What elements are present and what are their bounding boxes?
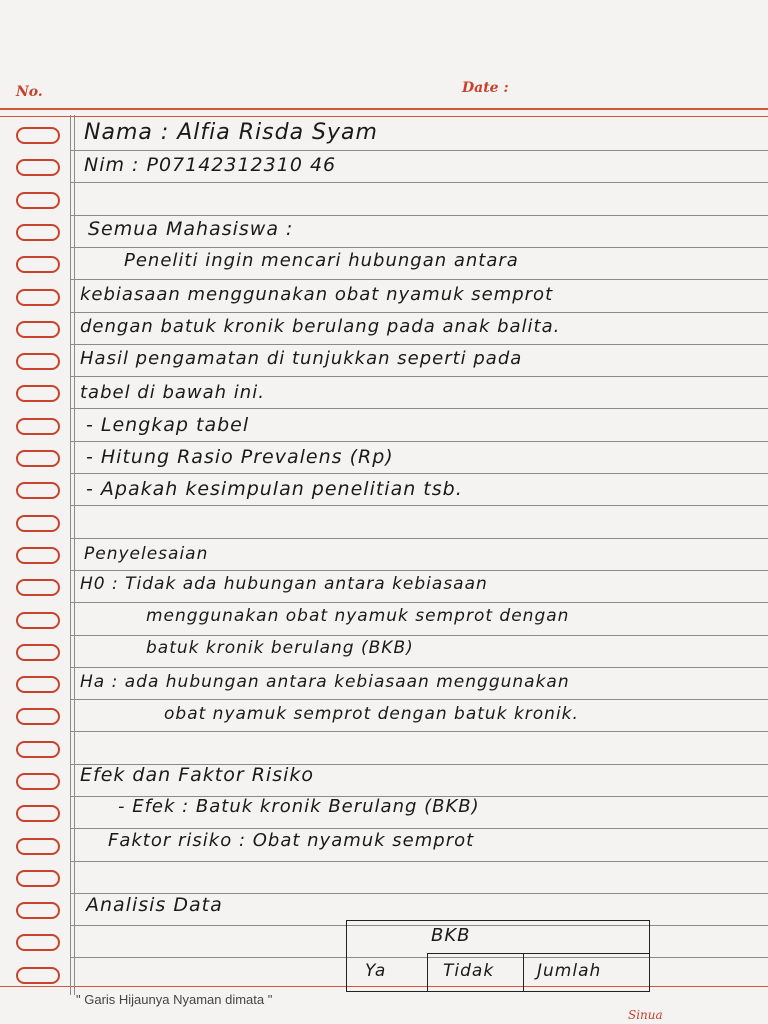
table-col-sep-2 [523,953,524,991]
binder-ring [16,644,60,661]
analysis-heading: Analisis Data [86,894,223,916]
binder-ring [16,256,60,273]
ha-line-2: obat nyamuk semprot dengan batuk kronik. [164,704,579,724]
efek-line: - Efek : Batuk kronik Berulang (BKB) [118,796,480,817]
brand-signature: Sinua [628,1008,663,1022]
binder-ring [16,612,60,629]
ruled-line [70,667,768,668]
ruled-line [70,344,768,345]
ruled-line [70,505,768,506]
no-label: No. [16,84,43,100]
h0-line-3: batuk kronik berulang (BKB) [146,638,414,658]
binder-ring [16,805,60,822]
task-b3: - Apakah kesimpulan penelitian tsb. [86,478,463,500]
binder-ring [16,224,60,241]
binder-ring [16,773,60,790]
binder-ring [16,482,60,499]
binder-ring [16,418,60,435]
ruled-line [70,602,768,603]
ruled-line [70,441,768,442]
table-title: BKB [431,925,471,946]
binder-ring [16,741,60,758]
ruled-line [70,408,768,409]
binder-ring [16,838,60,855]
ruled-line [70,635,768,636]
task-p5: tabel di bawah ini. [80,382,265,403]
binder-ring [16,385,60,402]
table-col-sep-1 [427,953,428,991]
binder-ring [16,708,60,725]
col-jumlah: Jumlah [537,961,602,981]
header-rule [0,108,768,110]
nim-line: Nim : P07142312310 46 [84,154,337,176]
binder-ring [16,127,60,144]
ruled-line [70,247,768,248]
ruled-line [70,731,768,732]
binder-ring [16,159,60,176]
col-tidak: Tidak [443,961,495,981]
task-b1: - Lengkap tabel [86,414,250,436]
binder-ring [16,870,60,887]
footer-tagline: " Garis Hijaunya Nyaman dimata " [76,992,273,1007]
effect-heading: Efek dan Faktor Risiko [80,764,314,786]
task-b2: - Hitung Rasio Prevalens (Rp) [86,446,394,468]
task-heading: Semua Mahasiswa : [88,218,294,240]
ruled-line [70,828,768,829]
binder-ring [16,450,60,467]
ruled-line [70,538,768,539]
task-p4: Hasil pengamatan di tunjukkan seperti pada [80,348,523,369]
header-rule-2 [0,116,768,117]
data-table [346,920,650,992]
binder-ring [16,289,60,306]
task-p2: kebiasaan menggunakan obat nyamuk semprot [80,284,554,305]
solution-heading: Penyelesaian [84,544,209,564]
ruled-line [70,861,768,862]
ruled-line [70,376,768,377]
ruled-line [70,182,768,183]
ha-line-1: Ha : ada hubungan antara kebiasaan menggunakan [80,672,570,692]
binder-ring [16,515,60,532]
binder-ring [16,321,60,338]
ruled-line [70,473,768,474]
binder-ring [16,579,60,596]
ruled-line [70,699,768,700]
table-divider [427,953,649,954]
binder-ring [16,676,60,693]
ruled-line [70,312,768,313]
task-p1: Peneliti ingin mencari hubungan antara [124,250,519,271]
binder-ring [16,967,60,984]
ruled-line [70,150,768,151]
name-line: Nama : Alfia Risda Syam [84,120,378,145]
h0-line-2: menggunakan obat nyamuk semprot dengan [146,606,570,626]
ruled-line [70,215,768,216]
binder-ring [16,192,60,209]
ruled-line [70,570,768,571]
col-ya: Ya [365,961,387,981]
faktor-line: Faktor risiko : Obat nyamuk semprot [108,830,475,851]
h0-line-1: H0 : Tidak ada hubungan antara kebiasaan [80,574,488,594]
binder-ring [16,547,60,564]
binder-ring [16,902,60,919]
date-label: Date : [462,80,509,96]
binder-ring [16,934,60,951]
ruled-line [70,279,768,280]
binder-ring [16,353,60,370]
task-p3: dengan batuk kronik berulang pada anak balita. [80,316,561,337]
